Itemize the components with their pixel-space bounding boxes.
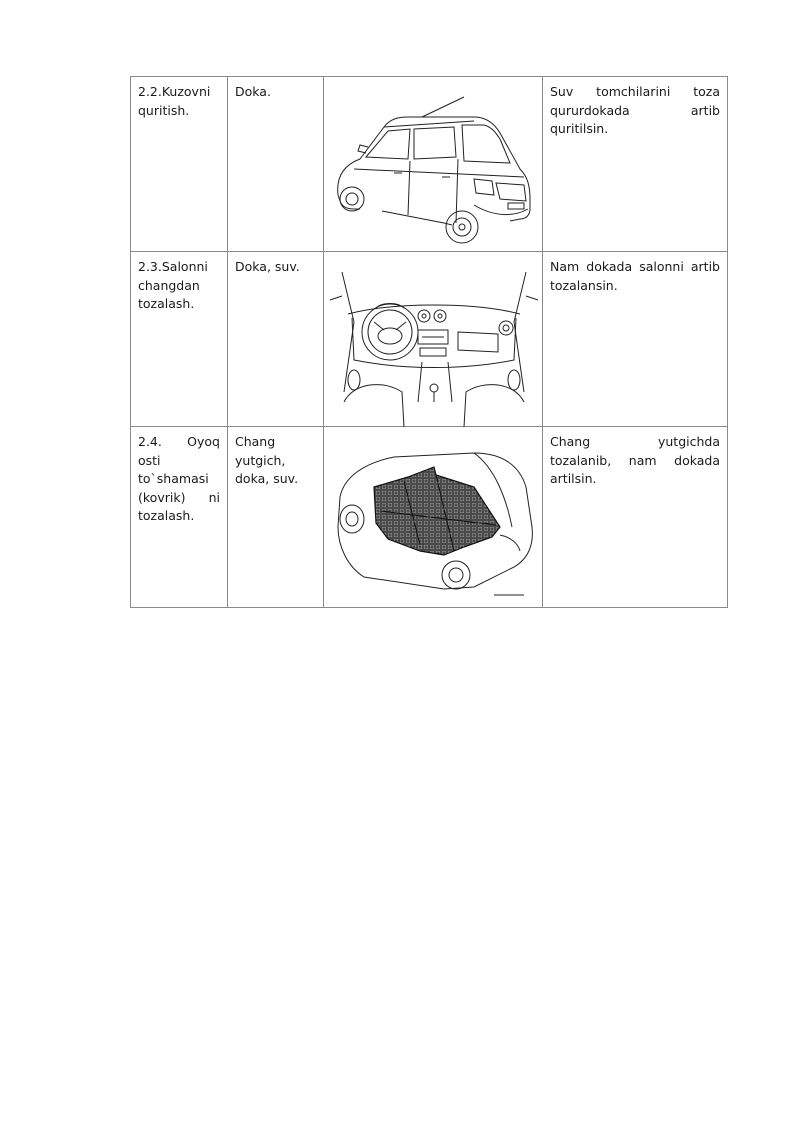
tools-cell: Chang yutgich, doka, suv. <box>228 427 324 608</box>
note-cell: Nam dokada salonni artib tozalansin. <box>543 252 728 427</box>
procedure-table <box>130 76 728 608</box>
illustration-cell <box>324 77 543 252</box>
tools-cell: Doka. <box>228 77 324 252</box>
car-interior-dashboard-icon <box>324 252 543 427</box>
note-cell: Suv tomchilarini toza qururdokada artib quritilsin. <box>543 77 728 252</box>
step-cell: 2.4. Oyoq osti to`shamasi (kovrik) ni tozalash. <box>131 427 228 608</box>
car-exterior-icon <box>324 77 543 252</box>
step-cell: 2.3.Salonni changdan tozalash. <box>131 252 228 427</box>
tools-cell: Doka, suv. <box>228 252 324 427</box>
note-cell: Chang yutgichda tozalanib, nam dokada artilsin. <box>543 427 728 608</box>
table-row <box>131 77 728 252</box>
table-row <box>131 427 728 608</box>
car-floor-mat-icon <box>324 427 543 608</box>
illustration-cell <box>324 252 543 427</box>
table-row <box>131 252 728 427</box>
step-cell: 2.2.Kuzovni quritish. <box>131 77 228 252</box>
illustration-cell <box>324 427 543 608</box>
